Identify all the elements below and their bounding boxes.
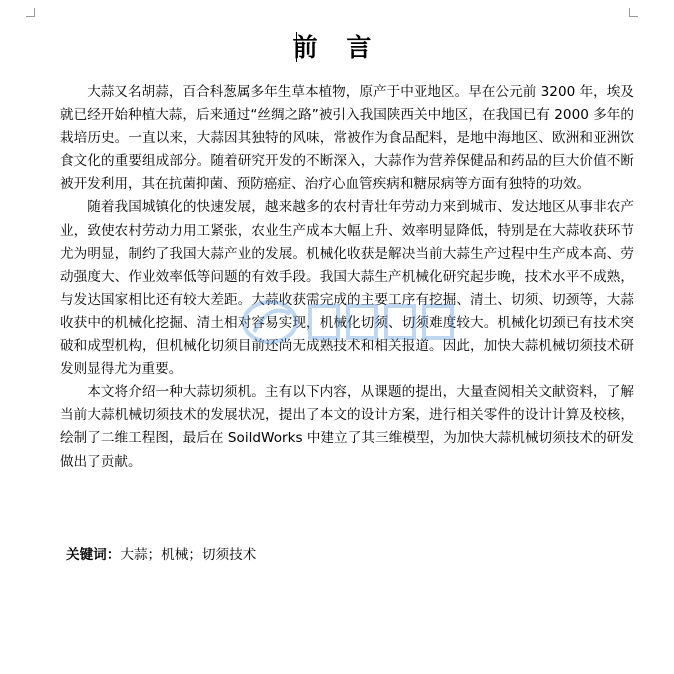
paragraph-1: 大蒜又名胡蒜，百合科葱属多年生草本植物，原产于中亚地区。早在公元前 3200 年，埃及就已经开始种植大蒜，后来通过“丝绸之路”被引入我国陕西关中地区，在我国已有 2000 多年的栽培历史。一直以来，大蒜因其独特的风味，常被作为食品配料，是地中海地区、欧洲和亚洲饮食文化的重要组成部分。随着研究开发的不断深入，大蒜作为营养保健品和药品的巨大价值不断被开发利用，其在抗菌抑菌、预防癌症、治疗心血管疾病和糖尿病等方面有独特的功效。 bbox=[60, 84, 634, 193]
keywords-line bbox=[66, 544, 256, 567]
keywords-label: 关键词： bbox=[66, 547, 121, 563]
document-body bbox=[60, 81, 634, 474]
paragraph-2: 随着我国城镇化的快速发展，越来越多的农村青壮年劳动力来到城市、发达地区从事非农产业，致使农村劳动力用工紧张，农业生产成本大幅上升、效率明显降低，特别是在大蒜收获环节尤为明显，制约了我国大蒜产业的发展。机械化收获是解决当前大蒜生产过程中生产成本高、劳动强度大、作业效率低等问题的有效手段。我国大蒜生产机械化研究起步晚，技术水平不成熟，与发达国家相比还有较大差距。大蒜收获需完成的主要工序有挖掘、清土、切须、切颈等，大蒜收获中的机械化挖掘、清土相对容易实现，机械化切须、切须难度较大。机械化切颈已有技术突破和成型机构，但机械化切须目前还尚无成熟技术和相关报道。因此，加快大蒜机械切须技术研发则显得尤为重要。 bbox=[60, 199, 634, 378]
page-corner-mark-left bbox=[26, 8, 35, 17]
paragraph-3: 本文将介绍一种大蒜切须机。主有以下内容，从课题的提出，大量查阅相关文献资料，了解当前大蒜机械切须技术的发展状况，提出了本文的设计方案，进行相关零件的设计计算及校核，绘制了二维工程图，最后在 SoildWorks 中建立了其三维模型，为加快大蒜机械切须技术的研发做出了贡献。 bbox=[60, 384, 634, 470]
page-corner-mark-right bbox=[629, 8, 638, 17]
page-title: 前 言 bbox=[292, 33, 382, 62]
keywords-value: 大蒜；机械；切须技术 bbox=[120, 547, 257, 563]
